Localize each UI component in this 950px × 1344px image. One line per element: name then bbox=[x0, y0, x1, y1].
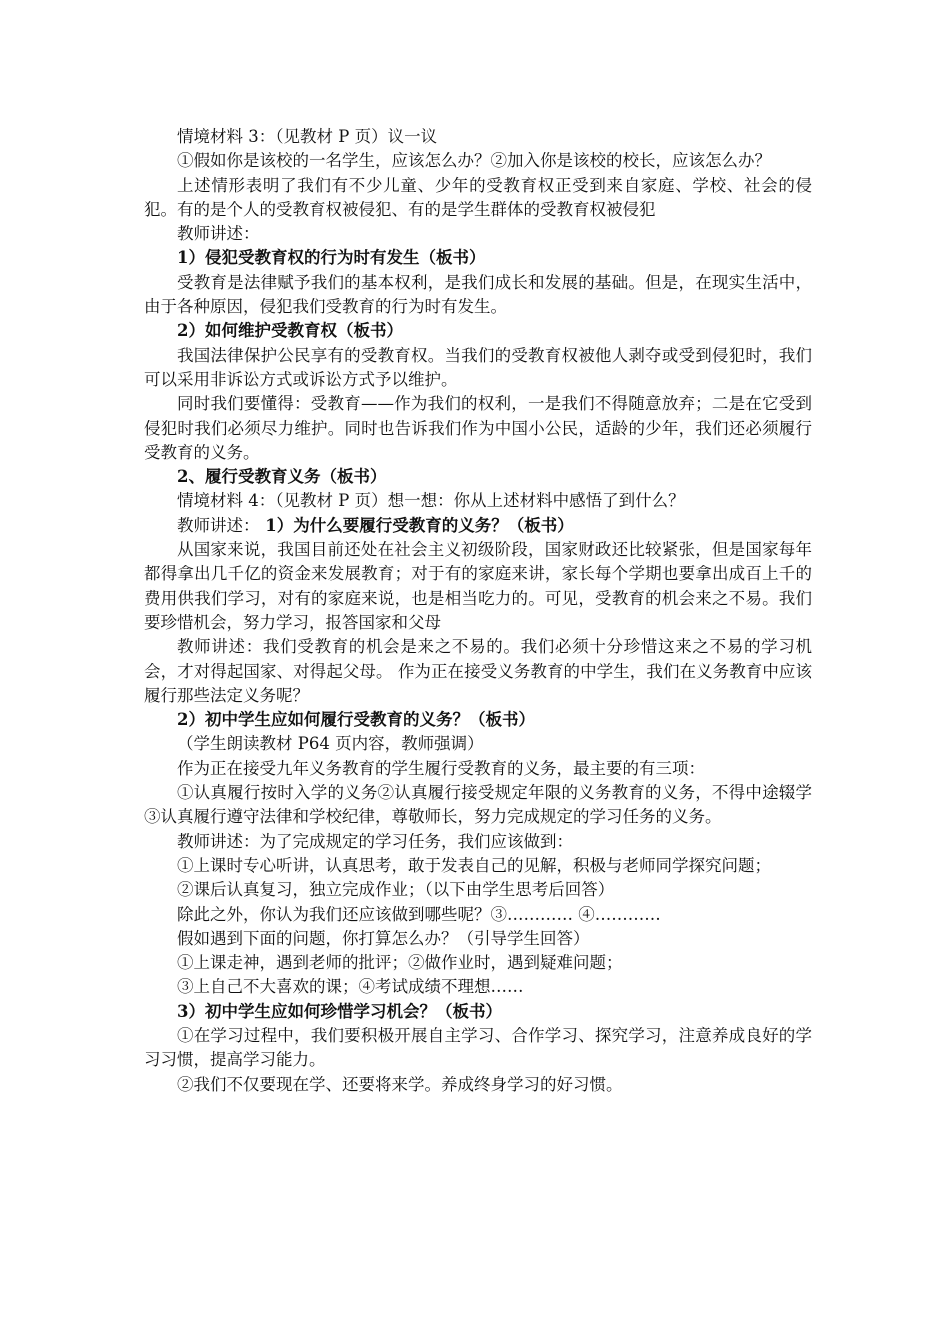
paragraph: 情境材料 4：（见教材 P 页）想一想：你从上述材料中感悟了到什么？ bbox=[177, 491, 685, 511]
paragraph: 假如遇到下面的问题，你打算怎么办？（引导学生回答） bbox=[177, 928, 590, 948]
paragraph: ②课后认真复习，独立完成作业；（以下由学生思考后回答） bbox=[177, 880, 615, 900]
paragraph: 受教育是法律赋予我们的基本权利，是我们成长和发展的基础。但是，在现实生活中，由于各种原因，侵犯我们受教育的行为时有发生。 bbox=[144, 272, 812, 317]
paragraph: 情境材料 3：（见教材 P 页）议一议 bbox=[177, 127, 438, 146]
paragraph: 我国法律保护公民享有的受教育权。当我们的受教育权被他人剥夺或受到侵犯时，我们可以采用非诉讼方式或诉讼方式予以维护。 bbox=[144, 345, 812, 389]
paragraph: ②我们不仅要现在学、还要将来学。养成终身学习的好习惯。 bbox=[177, 1074, 623, 1094]
paragraph: 同时我们要懂得：受教育——作为我们的权利，一是我们不得随意放弃；二是在它受到侵犯时我们必须尽力维护。同时也告诉我们作为中国小公民，适龄的少年，我们还必须履行受教育的义务。 bbox=[144, 394, 812, 462]
paragraph: 教师讲述： bbox=[177, 224, 260, 244]
document-body bbox=[144, 125, 812, 1097]
paragraph: 教师讲述：我们受教育的机会是来之不易的。我们必须十分珍惜这来之不易的学习机会，才对得起国家、对得起父母。 作为正在接受义务教育的中学生，我们在义务教育中应该履行那些法定义务呢？ bbox=[144, 637, 812, 705]
paragraph: ①上课走神，遇到老师的批评；②做作业时，遇到疑难问题； bbox=[177, 953, 623, 973]
paragraph: ①认真履行按时入学的义务②认真履行接受规定年限的义务教育的义务，不得中途辍学③认真履行遵守法律和学校纪律，尊敬师长，努力完成规定的学习任务的义务。 bbox=[144, 783, 812, 827]
paragraph: 作为正在接受九年义务教育的学生履行受教育的义务，最主要的有三项： bbox=[177, 758, 705, 778]
paragraph: ①上课时专心听讲，认真思考，敢于发表自己的见解，积极与老师同学探究问题； bbox=[177, 855, 771, 875]
paragraph: 上述情形表明了我们有不少儿童、少年的受教育权正受到来自家庭、学校、社会的侵犯。有的是个人的受教育权被侵犯、有的是学生群体的受教育权被侵犯 bbox=[144, 175, 812, 219]
paragraph: ①在学习过程中，我们要积极开展自主学习、合作学习、探究学习，注意养成良好的学习习惯，提高学习能力。 bbox=[144, 1025, 812, 1070]
paragraph-lead: 教师讲述： bbox=[177, 515, 260, 535]
section-heading: 3）初中学生应如何珍惜学习机会？（板书） bbox=[177, 1001, 502, 1021]
section-heading: 2、履行受教育义务（板书） bbox=[177, 467, 387, 487]
paragraph-with-heading bbox=[144, 514, 812, 538]
paragraph: ①假如你是该校的一名学生，应该怎么办？②加入你是该校的校长，应该怎么办？ bbox=[177, 151, 771, 171]
inline-heading: 1）为什么要履行受教育的义务？（板书） bbox=[259, 515, 574, 535]
paragraph: （学生朗读教材 P64 页内容，教师强调） bbox=[177, 734, 484, 754]
paragraph: ③上自己不大喜欢的课；④考试成绩不理想…… bbox=[177, 977, 524, 997]
section-heading: 1）侵犯受教育权的行为时有发生（板书） bbox=[177, 248, 486, 268]
paragraph: 除此之外，你认为我们还应该做到哪些呢？③………… ④………… bbox=[177, 904, 661, 924]
paragraph: 教师讲述：为了完成规定的学习任务，我们应该做到： bbox=[177, 831, 573, 851]
paragraph: 从国家来说，我国目前还处在社会主义初级阶段，国家财政还比较紧张，但是国家每年都得拿出几千亿的资金来发展教育；对于有的家庭来讲，家长每个学期也要拿出成百上千的费用供我们学习，对有的家庭来说，也是相当吃力的。可见，受教育的机会来之不易。我们要珍惜机会，努力学习，报答国家和父母 bbox=[144, 540, 812, 632]
section-heading: 2）如何维护受教育权（板书） bbox=[177, 321, 403, 341]
section-heading: 2）初中学生应如何履行受教育的义务？（板书） bbox=[177, 710, 535, 730]
